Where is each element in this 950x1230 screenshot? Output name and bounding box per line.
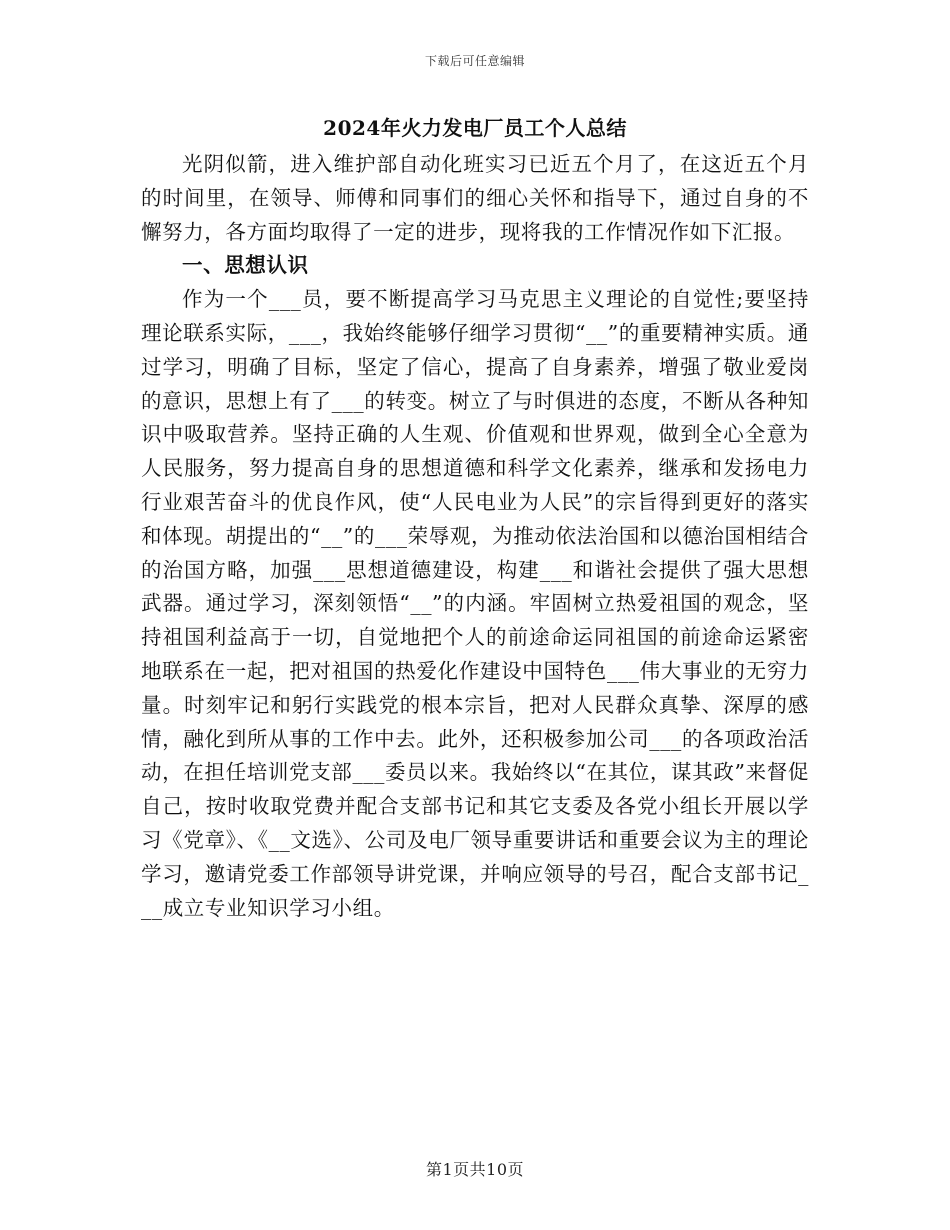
document-title: 2024年火力发电厂员工个人总结	[323, 116, 627, 140]
section-body-thought: 作为一个___员，要不断提高学习马克思主义理论的自觉性;要坚持理论联系实际，___，我始终能够仔细学习贯彻“__”的重要精神实质。通过学习，明确了目标，坚定了信心，提高了自身素养，增强了敬业爱岗的意识，思想上有了___的转变。树立了与时俱进的态度，不断从各种知识中吸取营养。坚持正确的人生观、价值观和世界观，做到全心全意为人民服务，努力提高自身的思想道德和科学文化素养，继承和发扬电力行业艰苦奋斗的优良作风，使“人民电业为人民”的宗旨得到更好的落实和体现。胡提出的“__”的___荣辱观，为推动依法治国和以德治国相结合的治国方略，加强___思想道德建设，构建___和谐社会提供了强大思想武器。通过学习，深刻领悟“__”的内涵。牢固树立热爱祖国的观念，坚持祖国利益高于一切，自觉地把个人的前途命运同祖国的前途命运紧密地联系在一起，把对祖国的热爱化作建设中国特色___伟大事业的无穷力量。时刻牢记和躬行实践党的根本宗旨，把对人民群众真挚、深厚的感情，融化到所从事的工作中去。此外，还积极参加公司___的各项政治活动，在担任培训党支部___委员以来。我始终以“在其位，谋其政”来督促自己，按时收取党费并配合支部书记和其它支委及各党小组长开展以学习《党章》、《__文选》、公司及电厂领导重要讲话和重要会议为主的理论学习，邀请党委工作部领导讲党课，并响应领导的号召，配合支部书记___成立专业知识学习小组。	[141, 287, 809, 920]
section-heading-thought: 一、思想认识	[182, 253, 309, 278]
intro-paragraph: 光阴似箭，进入维护部自动化班实习已近五个月了，在这近五个月的时间里，在领导、师傅和同事们的细心关怀和指导下，通过自身的不懈努力，各方面均取得了一定的进步，现将我的工作情况作如下汇报。	[141, 152, 809, 244]
header-note: 下载后可任意编辑	[424, 54, 525, 68]
document-body	[141, 110, 809, 925]
page-indicator: 第1页共10页	[425, 1160, 525, 1179]
